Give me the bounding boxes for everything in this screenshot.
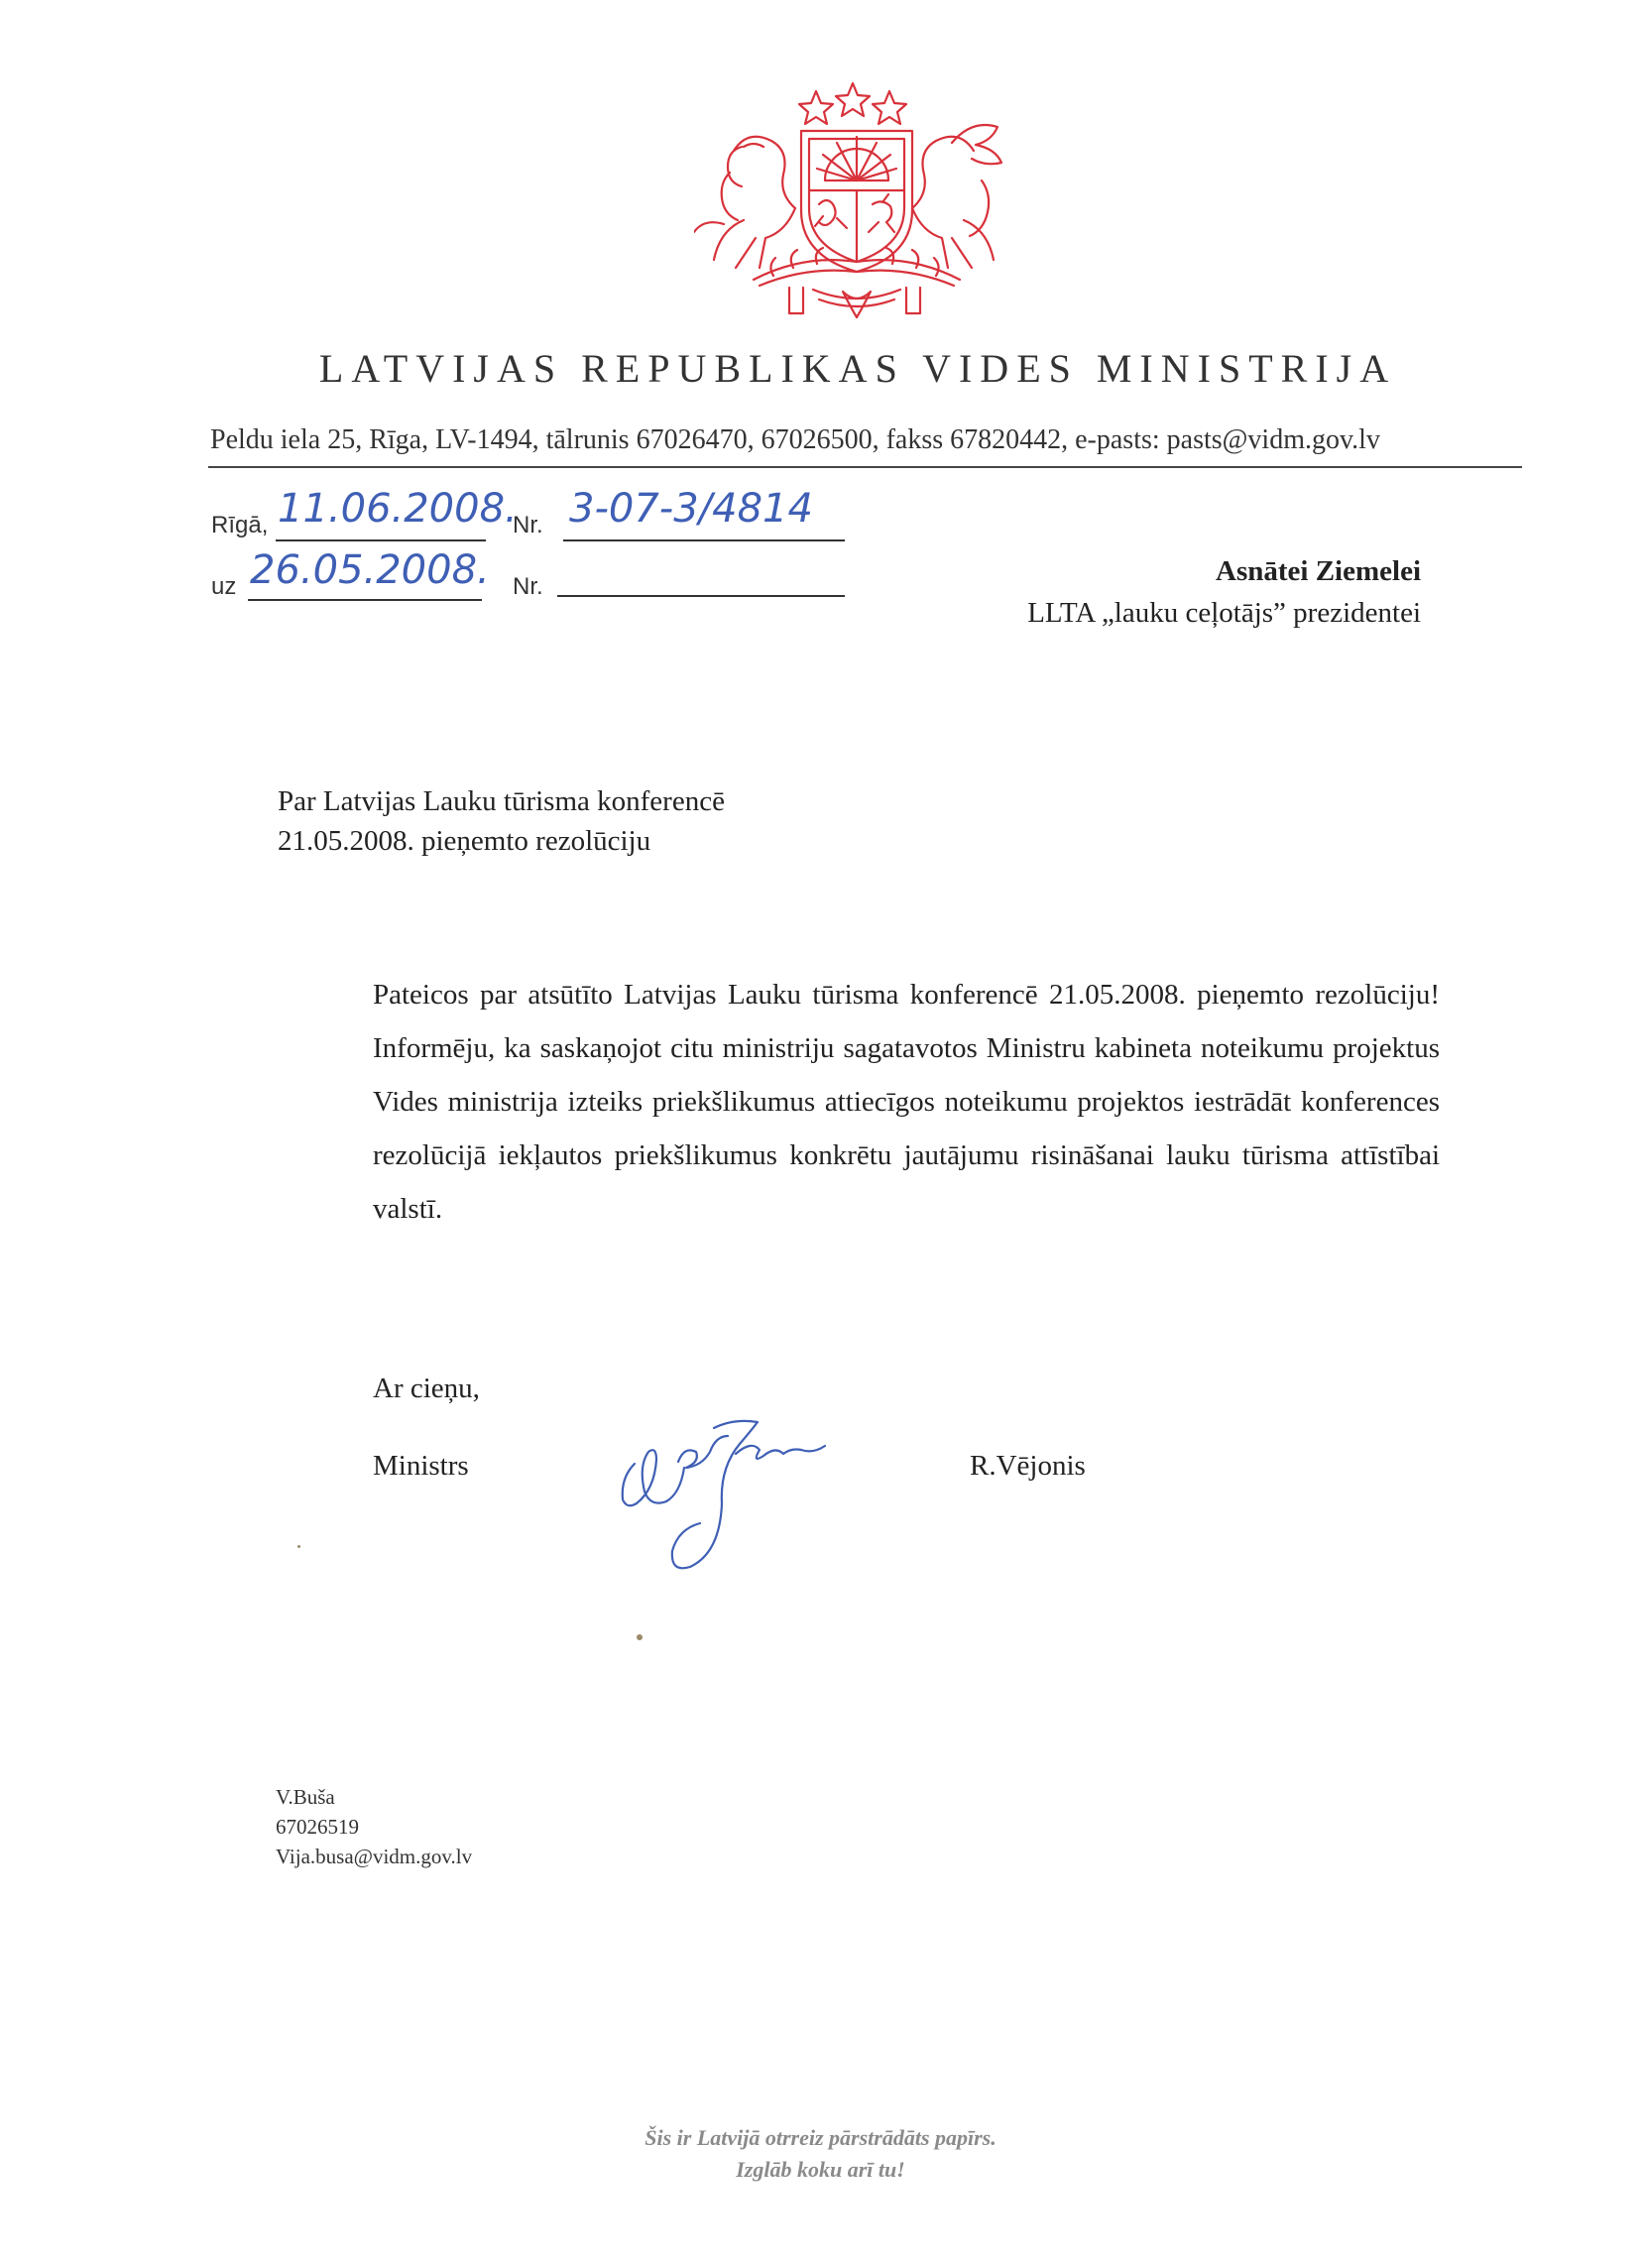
recipient-title: LLTA „lauku ceļotājs” prezidentei bbox=[1027, 597, 1421, 629]
nr-label: Nr. bbox=[513, 512, 543, 538]
nr-fill-line bbox=[563, 539, 845, 541]
place-label: Rīgā, bbox=[211, 512, 269, 538]
recipient-name: Asnātei Ziemelei bbox=[1216, 555, 1421, 587]
signature-icon bbox=[595, 1388, 843, 1587]
handwritten-date: 11.06.2008. bbox=[278, 486, 518, 532]
ministry-name: LATVIJAS REPUBLIKAS VIDES MINISTRIJA bbox=[318, 346, 1397, 391]
body-paragraph: Pateicos par atsūtīto Latvijas Lauku tūrisma konferencē 21.05.2008. pieņemto rezolūciju! Informēju, ka saskaņojot citu ministriju sagatavotos Ministru kabineta noteikumu projektus Vides ministrija izteiks priekšlikumus attiecīgos noteikumu projektos iestrādāt konferences rezolūcijā iekļautos priekšlikumus konkrētu jautājumu risināšanai lauku tūrisma attīstībai valstī. bbox=[373, 979, 1440, 1225]
header-divider bbox=[208, 466, 1522, 468]
reply-label: uz bbox=[211, 573, 237, 600]
reply-date-fill-line bbox=[248, 599, 482, 601]
date-fill-line bbox=[276, 539, 486, 541]
recycled-paper-note: Šis ir Latvijā otrreiz pārstrādāts papīrs. bbox=[645, 2125, 996, 2150]
coat-of-arms-icon bbox=[694, 81, 1011, 319]
handwritten-reply-date: 26.05.2008. bbox=[250, 547, 490, 593]
handwritten-reference-number: 3-07-3/4814 bbox=[569, 486, 813, 532]
subject-line-2: 21.05.2008. pieņemto rezolūciju bbox=[278, 825, 651, 857]
subject-line-1: Par Latvijas Lauku tūrisma konferencē bbox=[278, 785, 725, 817]
contact-phone: 67026519 bbox=[276, 1815, 359, 1839]
signatory-role: Ministrs bbox=[373, 1450, 469, 1482]
ministry-contact-line: Peldu iela 25, Rīga, LV-1494, tālrunis 67026470, 67026500, fakss 67820442, e-pasts: pasts@vidm.gov.lv bbox=[210, 424, 1380, 455]
contact-name: V.Buša bbox=[276, 1785, 335, 1809]
save-tree-note: Izglāb koku arī tu! bbox=[736, 2157, 905, 2182]
scan-speck bbox=[297, 1545, 300, 1548]
subject bbox=[278, 781, 725, 861]
signatory-name: R.Vējonis bbox=[970, 1450, 1086, 1482]
closing: Ar cieņu, bbox=[373, 1373, 480, 1404]
reply-nr-label: Nr. bbox=[513, 573, 543, 600]
reply-nr-fill-line bbox=[557, 595, 845, 597]
scan-speck bbox=[637, 1634, 643, 1640]
contact-email: Vija.busa@vidm.gov.lv bbox=[276, 1845, 473, 1868]
